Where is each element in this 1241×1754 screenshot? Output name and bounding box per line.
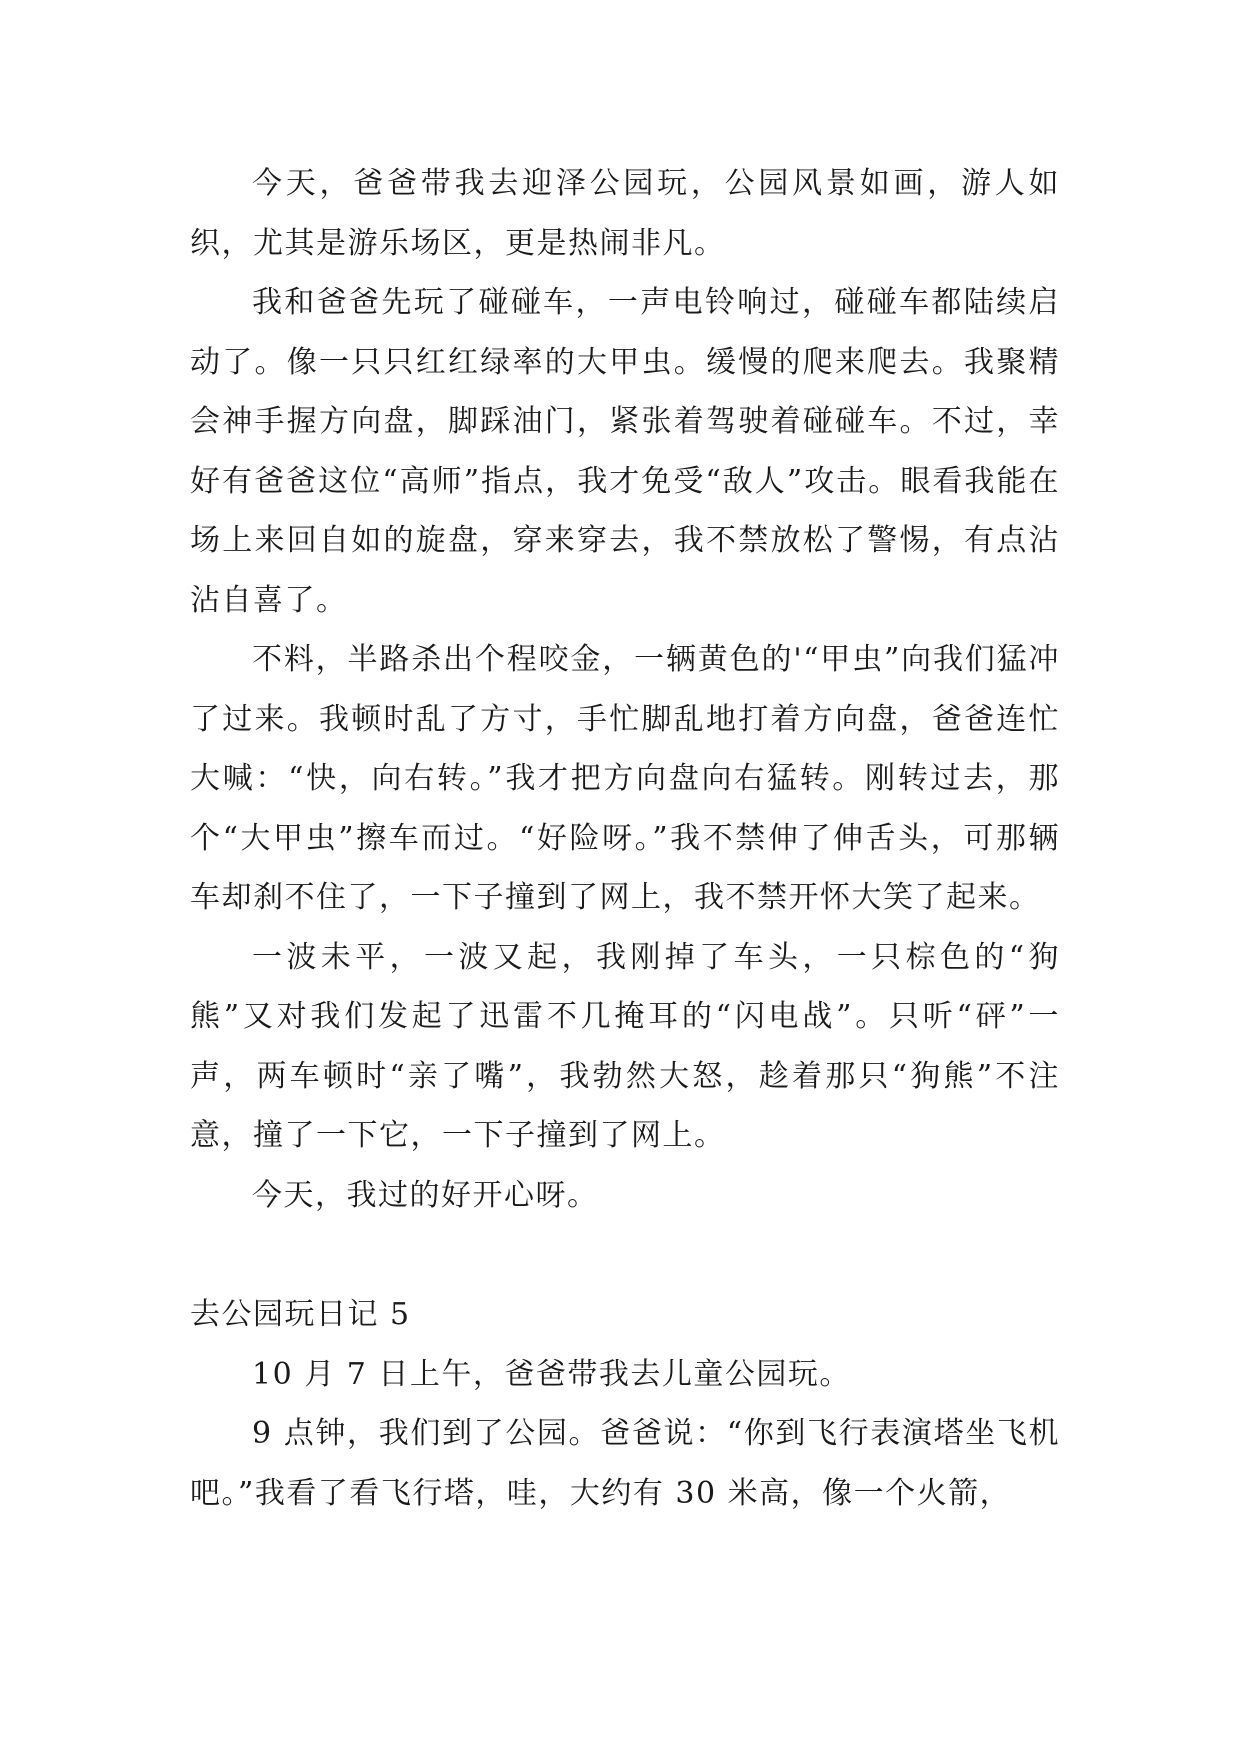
paragraph: 我和爸爸先玩了碰碰车，一声电铃响过，碰碰车都陆续启动了。像一只只红红绿率的大甲虫。缓慢的爬来爬去。我聚精会神手握方向盘，脚踩油门，紧张着驾驶着碰碰车。不过，幸好有爸爸这位“高师”指点，我才免受“敌人”攻击。眼看我能在场上来回自如的旋盘，穿来穿去，我不禁放松了警惕，有点沾沾自喜了。: [190, 285, 1060, 618]
paragraph: 今天，我过的好开心呀。: [252, 1177, 599, 1213]
paragraph: 一波未平，一波又起，我刚掉了车头，一只棕色的“狗熊”又对我们发起了迅雷不几掩耳的“闪电战”。只听“砰”一声，两车顿时“亲了嘴”，我勃然大怒，趁着那只“狗熊”不注意，撞了一下它，一下子撞到了网上。: [190, 939, 1060, 1153]
section-title: 去公园玩日记 5: [190, 1297, 411, 1332]
paragraph: 9 点钟，我们到了公园。爸爸说：“你到飞行表演塔坐飞机吧。”我看了看飞行塔，哇，大约有 30 米高，像一个火箭，: [190, 1416, 1060, 1511]
paragraph: 不料，半路杀出个程咬金，一辆黄色的'“甲虫”向我们猛冲了过来。我顿时乱了方寸，手忙脚乱地打着方向盘，爸爸连忙大喊：“快，向右转。”我才把方向盘向右猛转。刚转过去，那个“大甲虫”擦车而过。“好险呀。”我不禁伸了伸舌头，可那辆车却刹不住了，一下子撞到了网上，我不禁开怀大笑了起来。: [190, 642, 1060, 915]
paragraph: 今天，爸爸带我去迎泽公园玩，公园风景如画，游人如织，尤其是游乐场区，更是热闹非凡。: [190, 166, 1060, 261]
paragraph: 10 月 7 日上午，爸爸带我去儿童公园玩。: [252, 1356, 851, 1392]
section-gap: [190, 1225, 1060, 1285]
document-body: [190, 154, 1060, 1523]
